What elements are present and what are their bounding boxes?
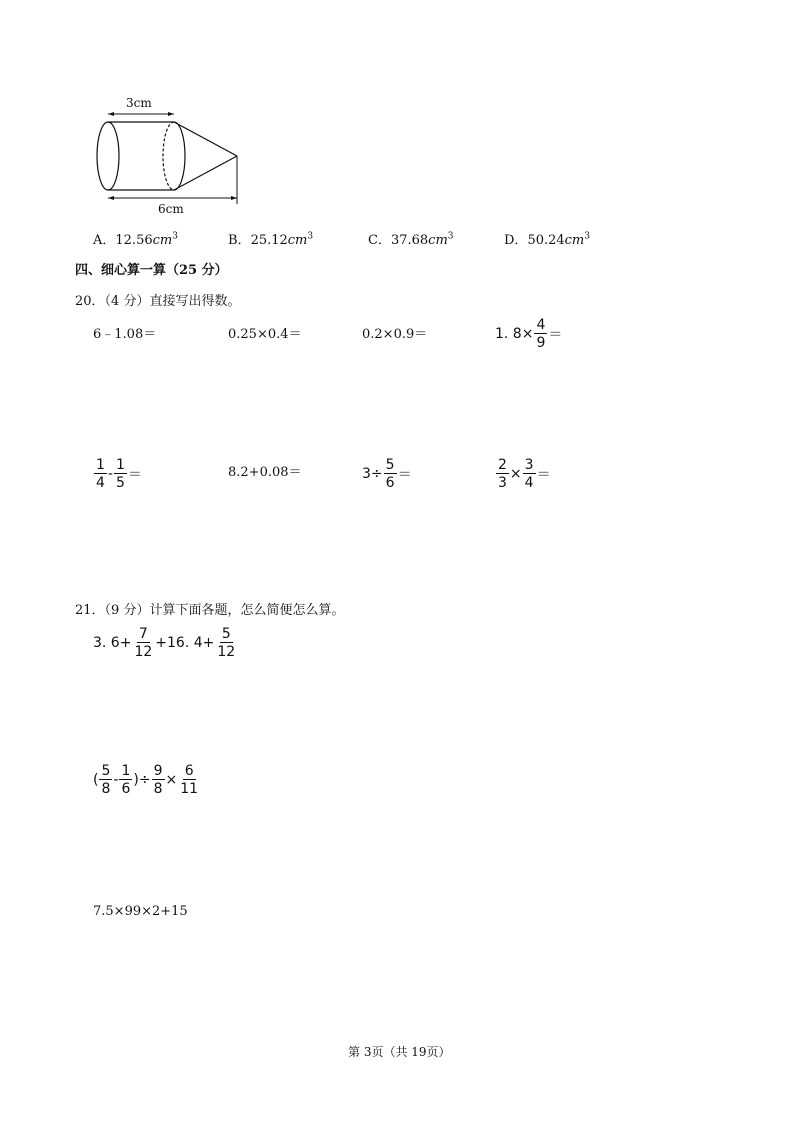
- q20-item-7-fraction: [384, 458, 397, 490]
- choice-d-label: D．: [504, 233, 528, 248]
- denominator: 12: [134, 644, 153, 660]
- choice-d-exp: 3: [584, 231, 590, 242]
- times-sign: ×: [165, 772, 178, 788]
- expr1-part-2: +16. 4+: [155, 635, 215, 651]
- choice-a-exp: 3: [172, 231, 178, 242]
- expr2-fraction-2: [119, 764, 132, 796]
- choice-c-label: C．: [368, 233, 391, 248]
- denominator: 6: [121, 781, 131, 797]
- q20-item-7: [362, 458, 412, 490]
- q20-item-2: 0.25×0.4＝: [228, 327, 302, 342]
- choice-c-exp: 3: [447, 231, 454, 242]
- choice-b-value: 25.12: [250, 233, 288, 248]
- numerator: 9: [153, 763, 163, 779]
- q21-heading: 21．（9 分）计算下面各题，怎么简便怎么算。: [75, 603, 345, 618]
- choice-c-unit: cm: [428, 233, 448, 248]
- numerator: 7: [138, 626, 148, 642]
- choice-a-label: A．: [93, 233, 116, 248]
- denominator: 11: [180, 781, 199, 797]
- q20-item-4: [495, 318, 562, 350]
- choice-a[interactable]: [93, 229, 178, 248]
- times-sign: ×: [509, 466, 522, 482]
- expr2-fraction-4: [178, 764, 200, 796]
- numerator: 3: [524, 457, 534, 473]
- q20-item-1: 6﹣1.08＝: [93, 327, 157, 342]
- numerator: 5: [101, 763, 111, 779]
- numerator: 5: [221, 626, 231, 642]
- denominator: 4: [96, 475, 105, 491]
- q20-item-3: 0.2×0.9＝: [362, 327, 428, 342]
- choice-b-exp: 3: [307, 231, 314, 242]
- choice-b[interactable]: [228, 229, 313, 248]
- choice-b-label: B．: [228, 233, 251, 248]
- numerator: 4: [536, 317, 546, 333]
- q20-item-4-suffix: ＝: [548, 327, 563, 343]
- choice-c[interactable]: [368, 229, 454, 248]
- choice-d[interactable]: [504, 229, 590, 248]
- denominator: 4: [524, 475, 534, 491]
- equals-sign: ＝: [536, 467, 551, 483]
- denominator: 12: [217, 644, 236, 660]
- q20-item-8: [495, 458, 551, 490]
- close-paren-divide: )÷: [133, 772, 151, 788]
- q20-item-8-fraction-1: [496, 458, 509, 490]
- minus-sign: -: [107, 466, 113, 482]
- numerator: 6: [184, 763, 194, 779]
- denominator: 8: [101, 781, 111, 797]
- equals-sign: ＝: [397, 467, 412, 483]
- page-footer: 第 3页（共 19页）: [348, 1045, 451, 1059]
- expr2-fraction-3: [152, 764, 165, 796]
- q20-item-5: [93, 458, 142, 490]
- q20-item-4-fraction: [534, 318, 547, 350]
- figure-bottom-label: 6cm: [158, 202, 184, 216]
- choice-a-value: 12.56: [115, 233, 153, 248]
- choice-d-value: 50.24: [527, 233, 565, 248]
- numerator: 1: [121, 763, 131, 779]
- denominator: 8: [153, 781, 163, 797]
- denominator: 6: [385, 475, 395, 491]
- expr1-fraction-2: [215, 627, 237, 659]
- expr2-fraction-1: [99, 764, 112, 796]
- numerator: 1: [96, 457, 105, 473]
- expr1-fraction-1: [132, 627, 154, 659]
- q21-expression-1: [93, 627, 238, 659]
- choice-b-unit: cm: [287, 233, 308, 248]
- q20-item-7-prefix: 3÷: [362, 466, 383, 482]
- numerator: 1: [115, 457, 125, 473]
- q20-item-8-fraction-2: [523, 458, 536, 490]
- q21-expression-3: 7.5×99×2+15: [93, 904, 188, 919]
- q21-expression-2: [93, 764, 201, 796]
- open-paren: (: [93, 772, 99, 788]
- minus-sign: -: [113, 772, 119, 788]
- denominator: 3: [498, 475, 507, 491]
- expr1-part-1: 3. 6+: [93, 635, 132, 651]
- choice-c-value: 37.68: [390, 233, 429, 248]
- figure-top-label: 3cm: [126, 96, 152, 110]
- denominator: 9: [536, 335, 546, 351]
- choice-d-unit: cm: [564, 233, 585, 248]
- q20-item-5-fraction-2: [114, 458, 127, 490]
- numerator: 2: [498, 457, 507, 473]
- denominator: 5: [115, 475, 125, 491]
- equals-sign: ＝: [127, 467, 142, 483]
- q20-item-6: 8.2+0.08＝: [228, 465, 302, 480]
- numerator: 5: [385, 457, 395, 473]
- q20-item-4-prefix: 1. 8×: [495, 326, 534, 342]
- q20-item-5-fraction-1: [94, 458, 107, 490]
- section-4-title: 四、细心算一算（25 分）: [75, 263, 228, 278]
- choice-a-unit: cm: [152, 233, 173, 248]
- q20-heading: 20．（4 分）直接写出得数。: [75, 294, 241, 309]
